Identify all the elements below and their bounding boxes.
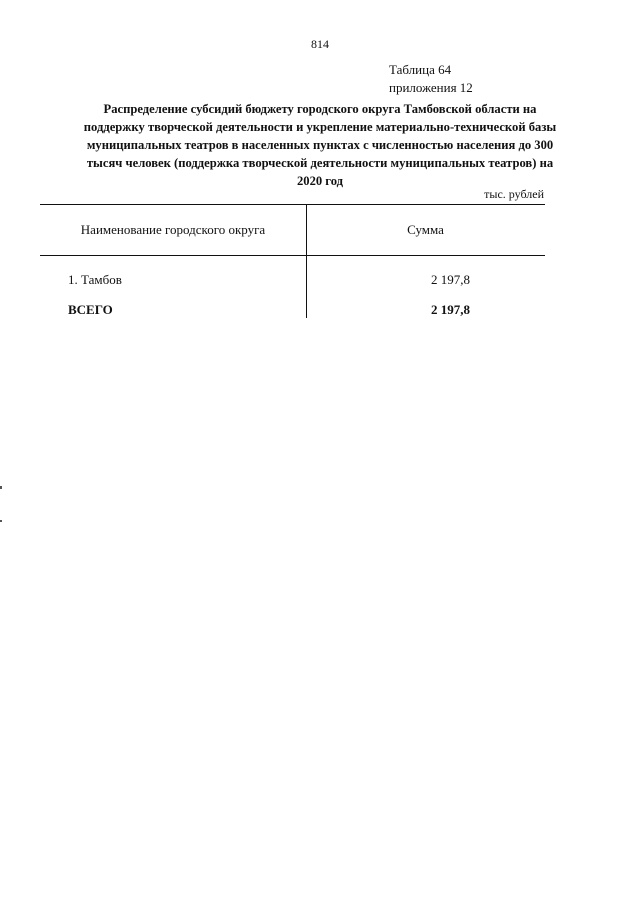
scan-mark	[0, 520, 2, 522]
column-header-sum: Сумма	[407, 222, 444, 237]
table-reference	[389, 61, 473, 97]
header-bottom-rule	[40, 255, 545, 256]
table-top-rule	[40, 204, 545, 205]
row-name-cell: 1. Тамбов	[68, 272, 122, 287]
row-sum-cell: 2 197,8	[431, 272, 470, 287]
units-label: тыс. рублей	[484, 187, 544, 201]
total-label: ВСЕГО	[68, 302, 113, 317]
title-line: Распределение субсидий бюджету городского округа Тамбовской области на	[103, 102, 537, 116]
total-sum: 2 197,8	[431, 302, 470, 317]
page-number: 814	[311, 37, 329, 51]
appendix-number: приложения 12	[389, 80, 473, 95]
column-header-name: Наименование городского округа	[80, 222, 266, 237]
title-line: 2020 год	[296, 174, 344, 188]
table-number: Таблица 64	[389, 62, 452, 77]
scan-mark	[0, 486, 2, 489]
title-line: поддержку творческой деятельности и укрепление материально-технической базы	[83, 120, 557, 134]
title-line: тысяч человек (поддержка творческой деятельности муниципальных театров) на	[86, 156, 554, 170]
document-title	[40, 100, 600, 190]
title-line: муниципальных театров в населенных пунктах с численностью населения до 300	[86, 138, 554, 152]
